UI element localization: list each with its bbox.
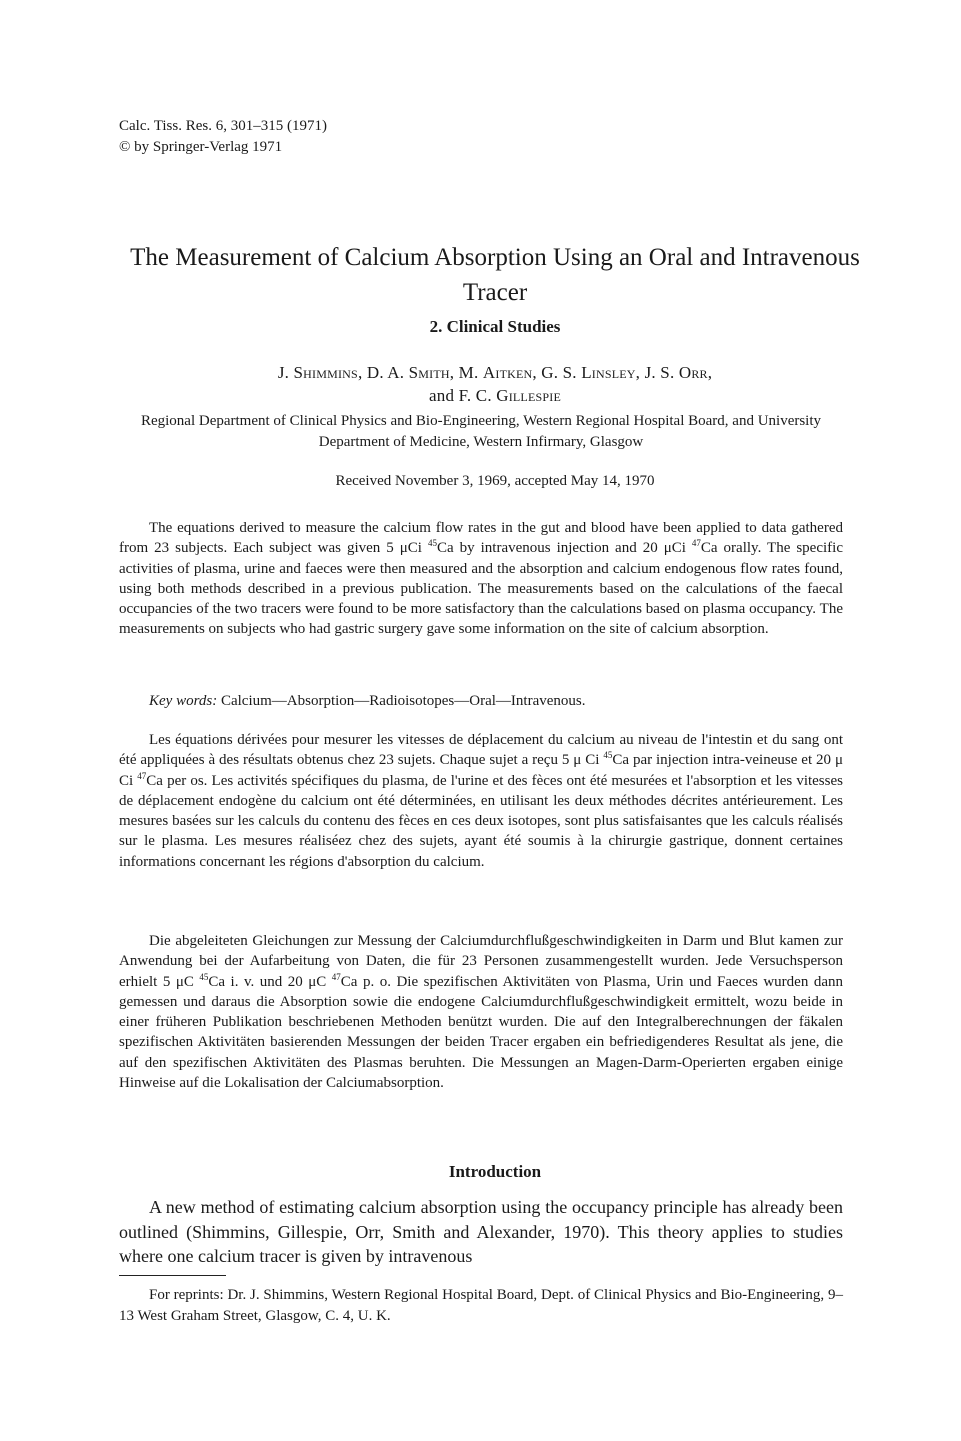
introduction-text: A new method of estimating calcium absorption using the occupancy principle has already been outlined (Shimmins, Gillespie, Orr, Smith and Alexander, 1970). This theory applies to studies where one calcium tracer is given by intravenous (119, 1197, 843, 1266)
abstract-french: Les équations dérivées pour mesurer les vitesses de déplacement du calcium au niveau de l'intestin et du sang ont été appliquées à des résultats obtenus chez 23 sujets. Chaque sujet a reçu 5 μ Ci $^{45}$Ca par injection intra-veineuse et 20 μ Ci $^{47}$Ca per os. Les activités spécifiques du plasma, de l'urine et des fèces ont été mesurées et l'absorption et les vitesses de déplacement endogène du calcium ont été déterminées, en utilisant les deux méthodes décrites antérieurement. Les mesures basées sur les calculs du contenu des fèces en ces deux isotopes, sont plus satisfaisantes que les calculs réalisés sur le plasma. Les mesures réaliséez chez des sujets, ayant été soumis à la chirurgie gastrique, donnent certaines informations concernant les régions d'absorption du calcium. (119, 732, 843, 870)
reprint-footnote: For reprints: Dr. J. Shimmins, Western Regional Hospital Board, Dept. of Clinical Physics and Bio-Engineering, 9–13 West Graham Street, Glasgow, C. 4, U. K. (119, 1287, 843, 1324)
keywords (119, 691, 843, 711)
affiliation: Regional Department of Clinical Physics and Bio-Engineering, Western Regional Hospital Board, and University Department of Medicine, Western Infirmary, Glasgow (140, 413, 822, 450)
paper-title: The Measurement of Calcium Absorption Using an Oral and Intravenous Tracer (130, 244, 860, 306)
author-line-2: and F. C. Gillespie (429, 386, 561, 405)
abstract-english: The equations derived to measure the calcium flow rates in the gut and blood have been applied to data gathered from 23 subjects. Each subject was given 5 μCi $^{45}$Ca by intravenous injection and 20 μCi $^{47}$Ca orally. The specific activities of plasma, urine and faeces were then measured and the absorption and calcium endogenous flow rates found, using both methods described in a previous publication. The measurements based on the calculations of the faecal occupancies of the two tracers were found to be more satisfactory than the calculations based on plasma occupancy. The measurements on subjects who had gastric surgery gave some information on the site of calcium absorption. (119, 520, 843, 638)
footnote-divider (119, 1275, 226, 1276)
author-list (100, 361, 890, 407)
keywords-text: Calcium—Absorption—Radioisotopes—Oral—Intravenous. (217, 693, 586, 709)
journal-header (119, 116, 327, 158)
introduction-heading: Introduction (448, 1162, 542, 1181)
journal-copyright: © by Springer-Verlag 1971 (119, 139, 283, 155)
author-line-1: J. Shimmins, D. A. Smith, M. Aitken, G. S. Linsley, J. S. Orr, (277, 363, 713, 382)
paper-subtitle: 2. Clinical Studies (429, 317, 561, 336)
journal-citation: Calc. Tiss. Res. 6, 301–315 (1971) (119, 118, 327, 134)
abstract-german: Die abgeleiteten Gleichungen zur Messung der Calciumdurchflußgeschwindigkeiten in Darm und Blut kamen zur Anwendung bei der Aufarbeitung von Daten, die für 23 Personen zusammengestellt wurden. Jede Versuchsperson erhielt 5 μC $^{45}$Ca i. v. und 20 μC $^{47}$Ca p. o. Die spezifischen Aktivitäten von Plasma, Urin und Faeces wurden dann gemessen und daraus die Absorption sowie die endogene Calciumdurchflußgeschwindigkeit ermittelt, wozu beide in einer früheren Publikation beschriebenen Methoden benützt wurden. Die auf den Integralberechnungen der fäkalen spezifischen Aktivitäten basierenden Messungen der beiden Tracer ergaben ein befriedigenderes Resultat als jene, die auf den spezifischen Aktivitäten des Plasmas beruhten. Die Messungen an Magen-Darm-Operierten ergaben einige Hinweise auf die Lokalisation der Calciumabsorption. (119, 933, 843, 1092)
received-dates: Received November 3, 1969, accepted May 14, 1970 (335, 473, 655, 489)
keywords-label: Key words: (149, 693, 218, 709)
